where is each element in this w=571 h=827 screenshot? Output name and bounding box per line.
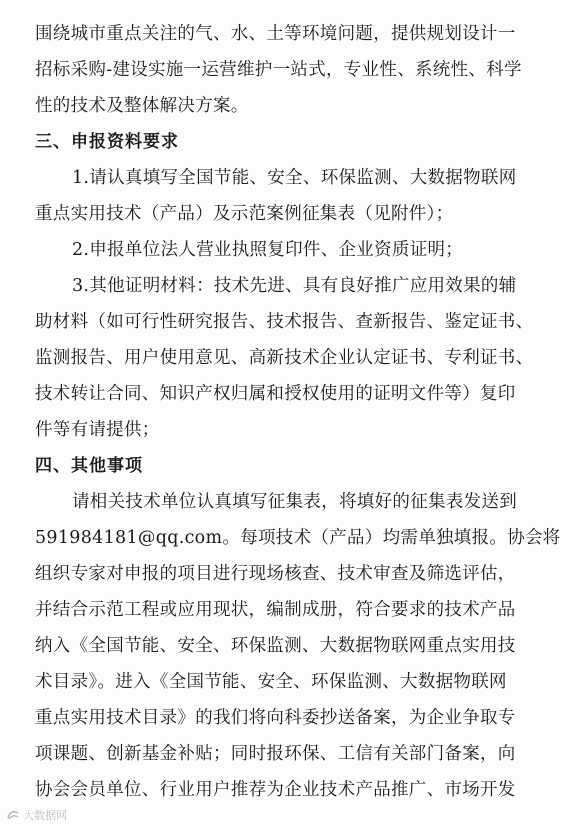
list-item: 3.其他证明材料：技术先进、具有良好推广应用效果的辅: [72, 276, 517, 296]
paragraph-line: 纳入《全国节能、安全、环保监测、大数据物联网重点实用技: [35, 636, 516, 656]
paragraph-line: 591984181@qq.com。每项技术（产品）均需单独填报。协会将: [35, 528, 561, 548]
list-item: 1.请认真填写全国节能、安全、环保监测、大数据物联网: [72, 168, 517, 188]
watermark-logo-icon: [6, 809, 20, 821]
paragraph-line: 重点实用技术（产品）及示范案例征集表（见附件）；: [35, 204, 454, 224]
paragraph-line: 技术转让合同、知识产权归属和授权使用的证明文件等）复印: [35, 384, 516, 404]
paragraph-line: 重点实用技术目录》的我们将向科委抄送备案，为企业争取专: [35, 708, 516, 728]
section-heading: 四、其他事项: [35, 456, 143, 476]
watermark: [6, 807, 67, 823]
paragraph-line: 性的技术及整体解决方案。: [35, 96, 249, 116]
paragraph-line: 招标采购-建设实施一运营维护一站式，专业性、系统性、科学: [35, 60, 522, 80]
paragraph-line: 术目录》。进入《全国节能、安全、环保监测、大数据物联网: [35, 672, 507, 692]
list-item: 2.申报单位法人营业执照复印件、企业资质证明；: [72, 240, 464, 260]
paragraph-line: 协会会员单位、行业用户推荐为企业技术产品推广、市场开发: [35, 780, 516, 800]
watermark-text: 大数据网: [23, 809, 67, 822]
paragraph-line: 项课题、创新基金补贴；同时报环保、工信有关部门备案，向: [35, 744, 516, 764]
paragraph-line: 组织专家对申报的项目进行现场核查、技术审查及筛选评估，: [35, 564, 516, 584]
paragraph-line: 件等有请提供；: [35, 420, 160, 440]
paragraph-line: 围绕城市重点关注的气、水、土等环境问题，提供规划设计一: [35, 24, 516, 44]
paragraph-line: 并结合示范工程或应用现状，编制成册，符合要求的技术产品: [35, 600, 516, 620]
section-heading: 三、申报资料要求: [35, 132, 179, 152]
paragraph-line: 监测报告、用户使用意见、高新技术企业认定证书、专利证书、: [35, 348, 534, 368]
paragraph-line: 助材料（如可行性研究报告、技术报告、查新报告、鉴定证书、: [35, 312, 534, 332]
paragraph-line: 请相关技术单位认真填写征集表，将填好的征集表发送到: [72, 492, 517, 512]
